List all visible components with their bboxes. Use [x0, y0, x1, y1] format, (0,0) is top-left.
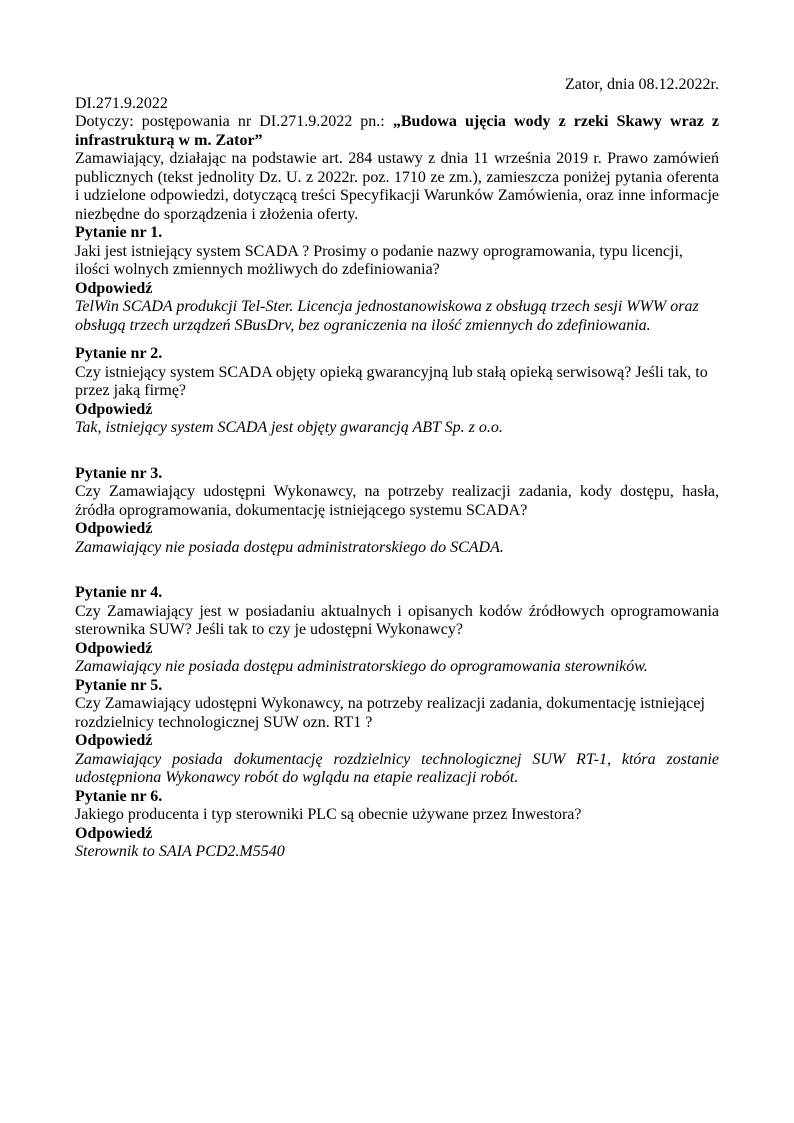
answer-heading: Odpowiedź — [75, 520, 153, 537]
question-text: Czy Zamawiający udostępni Wykonawcy, na potrzeby realizacji zadania, kody dostępu, hasła, źródła oprogramowania, dokumentację istniejącego systemu SCADA? — [75, 483, 719, 519]
answer-text: Zamawiający posiada dokumentację rozdzielnicy technologicznej SUW RT-1, która zostanie udostępniona Wykonawcy robót do wglądu na etapie realizacji robót. — [75, 750, 719, 786]
question-heading: Pytanie nr 6. — [75, 787, 163, 805]
subject-title: „Budowa ujęcia wody z rzeki Skawy wraz z infrastrukturą w m. Zator” — [75, 113, 720, 149]
date-line: Zator, dnia 08.12.2022r. — [565, 76, 719, 93]
answer-text: Tak, istniejący system SCADA jest objęty gwarancją ABT Sp. z o.o. — [75, 419, 503, 436]
qa-block-1 — [75, 224, 719, 335]
question-heading: Pytanie nr 1. — [75, 224, 163, 241]
question-text: Czy Zamawiający udostępni Wykonawcy, na potrzeby realizacji zadania, dokumentację istniejącej rozdzielnicy technologicznej SUW ozn. RT1 ? — [75, 695, 705, 731]
question-heading: Pytanie nr 5. — [75, 676, 163, 694]
answer-text: TelWin SCADA produkcji Tel-Ster. Licencja jednostanowiskowa z obsługą trzech sesji WWW oraz obsługą trzech urządzeń SBusDrv, bez ograniczenia na ilość zmiennych do zdefiniowania. — [75, 298, 699, 334]
answer-heading: Odpowiedź — [75, 824, 153, 842]
answer-text: Sterownik to SAIA PCD2.M5540 — [75, 843, 285, 860]
qa-block-6 — [75, 788, 719, 862]
question-text: Czy istniejący system SCADA objęty opieką gwarancyjną lub stałą opieką serwisową? Jeśli tak, to przez jaką firmę? — [75, 363, 708, 399]
answer-text: Zamawiający nie posiada dostępu administratorskiego do SCADA. — [75, 538, 504, 556]
subject-line — [75, 113, 719, 150]
reference-number: DI.271.9.2022 — [75, 94, 168, 112]
qa-block-3 — [75, 465, 719, 558]
question-heading: Pytanie nr 4. — [75, 584, 163, 601]
answer-heading: Odpowiedź — [75, 400, 153, 418]
qa-block-4 — [75, 584, 719, 677]
subject-prefix: Dotyczy: postępowania nr DI.271.9.2022 pn.: — [75, 113, 393, 130]
question-text: Jakiego producenta i typ sterowniki PLC są obecnie używane przez Inwestora? — [75, 806, 582, 823]
intro-paragraph: Zamawiający, działając na podstawie art. 284 ustawy z dnia 11 września 2019 r. Prawo zamówień publicznych (tekst jednolity Dz. U. z 2022r. poz. 1710 ze zm.), zamieszcza poniżej pytania oferenta i udzielone odpowiedzi, dotyczącą treści Specyfikacji Warunków Zamówienia, oraz inne informacje niezbędne do sporządzenia i złożenia oferty. — [75, 150, 719, 223]
question-text: Jaki jest istniejący system SCADA ? Prosimy o podanie nazwy oprogramowania, typu licencji, ilości wolnych zmiennych możliwych do zdefiniowania? — [75, 242, 683, 278]
qa-block-2 — [75, 345, 719, 438]
question-text: Czy Zamawiający jest w posiadaniu aktualnych i opisanych kodów źródłowych oprogramowania sterownika SUW? Jeśli tak to czy je udostępni Wykonawcy? — [75, 602, 719, 638]
qa-block-5 — [75, 677, 719, 788]
answer-heading: Odpowiedź — [75, 639, 153, 657]
question-heading: Pytanie nr 3. — [75, 464, 163, 482]
answer-heading: Odpowiedź — [75, 279, 153, 297]
answer-text: Zamawiający nie posiada dostępu administratorskiego do oprogramowania sterowników. — [75, 658, 648, 675]
answer-heading: Odpowiedź — [75, 732, 153, 749]
question-heading: Pytanie nr 2. — [75, 345, 163, 362]
